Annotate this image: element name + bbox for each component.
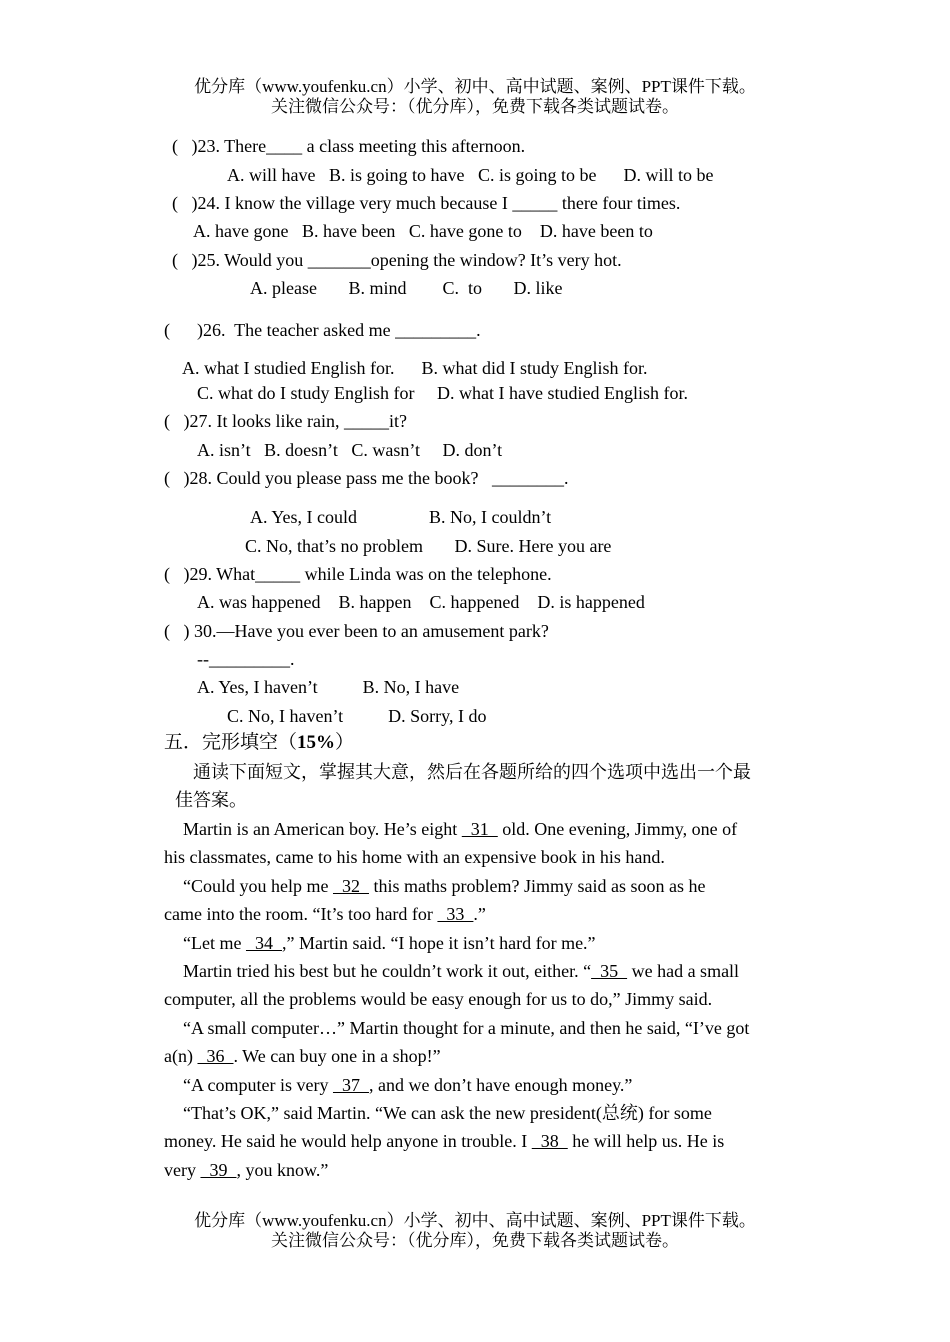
question-30-options-2: C. No, I haven’t D. Sorry, I do	[227, 706, 487, 726]
question-26-options-1: A. what I studied English for. B. what did I study English for.	[182, 358, 648, 378]
blank-37: 37	[332, 1075, 369, 1095]
page-footer	[0, 1211, 950, 1251]
blank-34: 34	[245, 933, 282, 953]
question-23-options: A. will have B. is going to have C. is going to be D. will to be	[227, 165, 714, 185]
blank-38: 38	[531, 1131, 568, 1151]
passage-line-8: “A small computer…” Martin thought for a minute, and then he said, “I’ve got	[183, 1018, 750, 1038]
passage-line-1	[183, 818, 737, 840]
passage-line-6	[183, 960, 739, 982]
question-28-options-1: A. Yes, I could B. No, I couldn’t	[250, 507, 552, 527]
question-26-options-2: C. what do I study English for D. what I have studied English for.	[197, 383, 688, 403]
question-29-options: A. was happened B. happen C. happened D. is happened	[197, 592, 645, 612]
passage-text: .”	[473, 904, 486, 924]
passage-text: , you know.”	[236, 1160, 329, 1180]
footer-line-2: 关注微信公众号：（优分库），免费下载各类试题试卷。	[271, 1231, 679, 1250]
footer-line-1: 优分库（www.youfenku.cn）小学、初中、高中试题、案例、PPT课件下载。	[194, 1211, 756, 1230]
passage-text: old. One evening, Jimmy, one of	[497, 819, 738, 839]
question-27-stem: ( )27. It looks like rain, _____it?	[164, 411, 407, 431]
passage-text: Martin is an American boy. He’s eight	[183, 819, 462, 839]
question-30-stem: ( ) 30.—Have you ever been to an amusement park?	[164, 621, 549, 641]
section-5-instruction-1: 通读下面短文，掌握其大意，然后在各题所给的四个选项中选出一个最	[193, 762, 751, 782]
question-23-stem: ( )23. There____ a class meeting this afternoon.	[172, 136, 526, 156]
question-25-options: A. please B. mind C. to D. like	[250, 278, 563, 298]
blank-31: 31	[461, 819, 498, 839]
passage-text: came into the room. “It’s too hard for	[164, 904, 438, 924]
passage-text: . We can buy one in a shop!”	[233, 1046, 441, 1066]
passage-line-12	[164, 1130, 724, 1152]
blank-35: 35	[591, 961, 628, 981]
passage-text: “A computer is very	[183, 1075, 333, 1095]
question-25-stem: ( )25. Would you _______opening the window? It’s very hot.	[172, 250, 622, 270]
passage-text: “Let me	[183, 933, 246, 953]
passage-line-13	[164, 1159, 328, 1181]
question-30-blank: --_________.	[197, 649, 295, 669]
blank-39: 39	[200, 1160, 237, 1180]
passage-line-2: his classmates, came to his home with an expensive book in his hand.	[164, 847, 665, 867]
question-27-options: A. isn’t B. doesn’t C. wasn’t D. don’t	[197, 440, 503, 460]
header-line-2: 关注微信公众号：（优分库），免费下载各类试题试卷。	[271, 97, 679, 116]
passage-line-4	[164, 903, 486, 925]
passage-text: he will help us. He is	[567, 1131, 725, 1151]
section-5-instruction-2: 佳答案。	[175, 790, 247, 810]
blank-32: 32	[332, 876, 369, 896]
passage-line-9	[164, 1045, 441, 1067]
passage-text: this maths problem? Jimmy said as soon as he	[368, 876, 706, 896]
question-30-options-1: A. Yes, I haven’t B. No, I have	[197, 677, 460, 697]
passage-text: ,” Martin said. “I hope it isn’t hard for me.”	[281, 933, 596, 953]
blank-36: 36	[197, 1046, 234, 1066]
passage-line-5	[183, 932, 596, 954]
passage-text: money. He said he would help anyone in trouble. I	[164, 1131, 532, 1151]
question-26-stem: ( )26. The teacher asked me _________.	[164, 320, 481, 340]
passage-text: , and we don’t have enough money.”	[368, 1075, 633, 1095]
passage-text: we had a small	[627, 961, 740, 981]
section-5-title-percent: 15%	[297, 732, 336, 753]
passage-line-7: computer, all the problems would be easy enough for us to do,” Jimmy said.	[164, 989, 713, 1009]
section-5-title	[164, 732, 354, 754]
question-24-stem: ( )24. I know the village very much because I _____ there four times.	[172, 193, 681, 213]
section-5-title-text: 五．完形填空（	[164, 732, 298, 753]
passage-text: a(n)	[164, 1046, 198, 1066]
section-5-title-end: ）	[335, 732, 355, 753]
passage-line-10	[183, 1074, 632, 1096]
passage-text: “Could you help me	[183, 876, 333, 896]
passage-text: very	[164, 1160, 201, 1180]
question-28-stem: ( )28. Could you please pass me the book? ________.	[164, 468, 569, 488]
question-29-stem: ( )29. What_____ while Linda was on the telephone.	[164, 564, 552, 584]
header-line-1: 优分库（www.youfenku.cn）小学、初中、高中试题、案例、PPT课件下载。	[194, 77, 756, 96]
blank-33: 33	[437, 904, 474, 924]
page-header	[0, 77, 950, 117]
question-24-options: A. have gone B. have been C. have gone to D. have been to	[193, 221, 653, 241]
passage-text: Martin tried his best but he couldn’t work it out, either. “	[183, 961, 592, 981]
passage-line-11: “That’s OK,” said Martin. “We can ask the new president(总统) for some	[183, 1103, 712, 1123]
question-28-options-2: C. No, that’s no problem D. Sure. Here you are	[245, 536, 612, 556]
passage-line-3	[183, 875, 705, 897]
